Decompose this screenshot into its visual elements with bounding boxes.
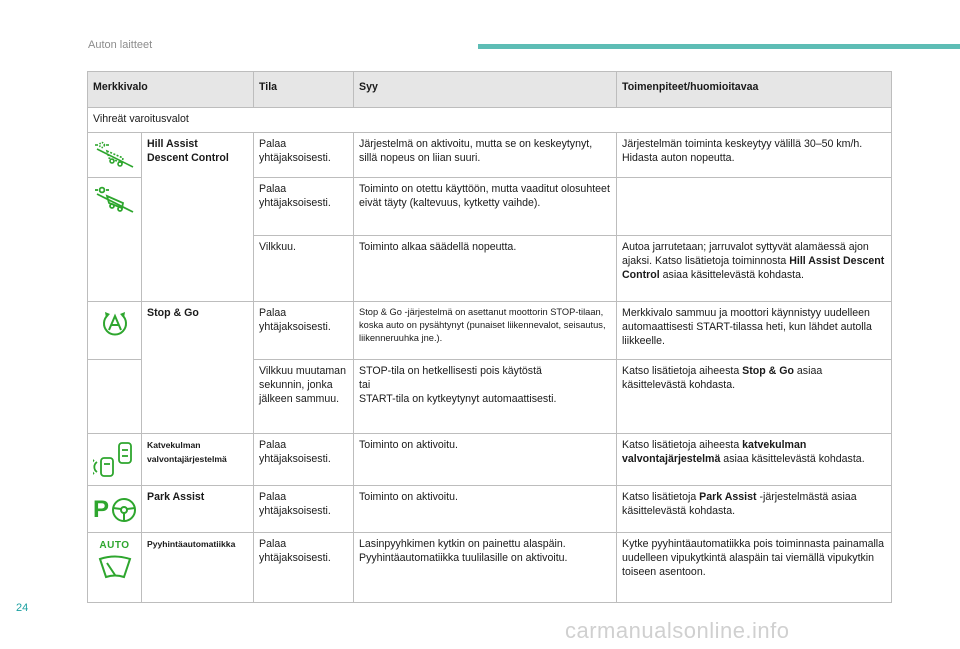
indicator-name: Pyyhintäautomatiikka [142,533,254,603]
state-cell: Palaa yhtäjaksoisesti. [254,133,354,178]
table-row [88,533,892,603]
section-label: Vihreät varoitusvalot [88,108,892,133]
state-cell: Palaa yhtäjaksoisesti. [254,302,354,360]
hill-descent-outline-icon [88,133,142,178]
indicator-name: Park Assist [142,486,254,533]
action-cell: Katso lisätietoja Park Assist -järjestelmästä asiaa käsittelevästä kohdasta. [617,486,892,533]
indicator-name: Hill Assist Descent Control [142,133,254,302]
svg-text:P: P [93,496,110,523]
action-cell: Merkkivalo sammuu ja moottori käynnistyy uudelleen automaattisesti START-tilassa heti, kun lähdet autolla liikkeelle. [617,302,892,360]
blind-spot-icon [88,434,142,486]
cause-cell: Toiminto alkaa säädellä nopeutta. [354,236,617,302]
state-cell: Palaa yhtäjaksoisesti. [254,434,354,486]
action-cell: Autoa jarrutetaan; jarruvalot syttyvät alamäessä ajon ajaksi. Katso lisätietoja toiminnosta Hill Assist Descent Control asiaa käsittelevästä kohdasta. [617,236,892,302]
page-number: 24 [16,602,29,614]
column-header: Syy [354,72,617,108]
action-cell: Kytke pyyhintäautomatiikka pois toiminnasta painamalla uudelleen vipukytkintä alaspäin tai viemällä vipukytkin toiseen asentoon. [617,533,892,603]
cause-cell: Järjestelmä on aktivoitu, mutta se on keskeytynyt, sillä nopeus on liian suuri. [354,133,617,178]
action-cell [617,178,892,236]
accent-bar [478,44,960,49]
table-row [88,302,892,360]
table-row [88,133,892,178]
table-row [88,434,892,486]
action-cell: Järjestelmän toiminta keskeytyy välillä 30–50 km/h. Hidasta auton nopeutta. [617,133,892,178]
cause-cell: Stop & Go -järjestelmä on asettanut moottorin STOP-tilaan, koska auto on pysähtynyt (punaiset liikennevalot, seisautus, liikenneruuhka jne.). [354,302,617,360]
table-header-row [88,72,892,108]
table-row [88,486,892,533]
cause-cell: Toiminto on aktivoitu. [354,486,617,533]
indicator-name: Katvekulman valvontajärjestelmä [142,434,254,486]
indicator-name: Stop & Go [142,302,254,434]
state-cell: Vilkkuu muutaman sekunnin, jonka jälkeen sammuu. [254,360,354,434]
state-cell: Palaa yhtäjaksoisesti. [254,178,354,236]
cause-cell: Toiminto on otettu käyttöön, mutta vaaditut olosuhteet eivät täyty (kaltevuus, kytketty vaihde). [354,178,617,236]
stop-and-go-icon [88,302,142,360]
section-row [88,108,892,133]
action-cell: Katso lisätietoja aiheesta katvekulman valvontajärjestelmä asiaa käsittelevästä kohdasta. [617,434,892,486]
auto-label: AUTO [99,540,130,551]
column-header: Merkkivalo [88,72,254,108]
watermark: carmanualsonline.info [565,618,790,643]
hill-descent-icon [88,178,142,302]
state-cell: Palaa yhtäjaksoisesti. [254,533,354,603]
state-cell: Vilkkuu. [254,236,354,302]
action-cell: Katso lisätietoja aiheesta Stop & Go asiaa käsittelevästä kohdasta. [617,360,892,434]
column-header: Toimenpiteet/huomioitavaa [617,72,892,108]
state-cell: Palaa yhtäjaksoisesti. [254,486,354,533]
column-header: Tila [254,72,354,108]
section-title: Auton laitteet [88,39,153,51]
cause-cell: Lasinpyyhkimen kytkin on painettu alaspäin. Pyyhintäautomatiikka tuulilasille on aktivoitu. [354,533,617,603]
warning-lights-table [87,71,892,603]
empty-icon-cell [88,360,142,434]
park-assist-icon [88,486,142,533]
cause-cell: Toiminto on aktivoitu. [354,434,617,486]
auto-wiper-icon [88,533,142,603]
cause-cell: STOP-tila on hetkellisesti pois käytöstä tai START-tila on kytkeytynyt automaattisesti. [354,360,617,434]
